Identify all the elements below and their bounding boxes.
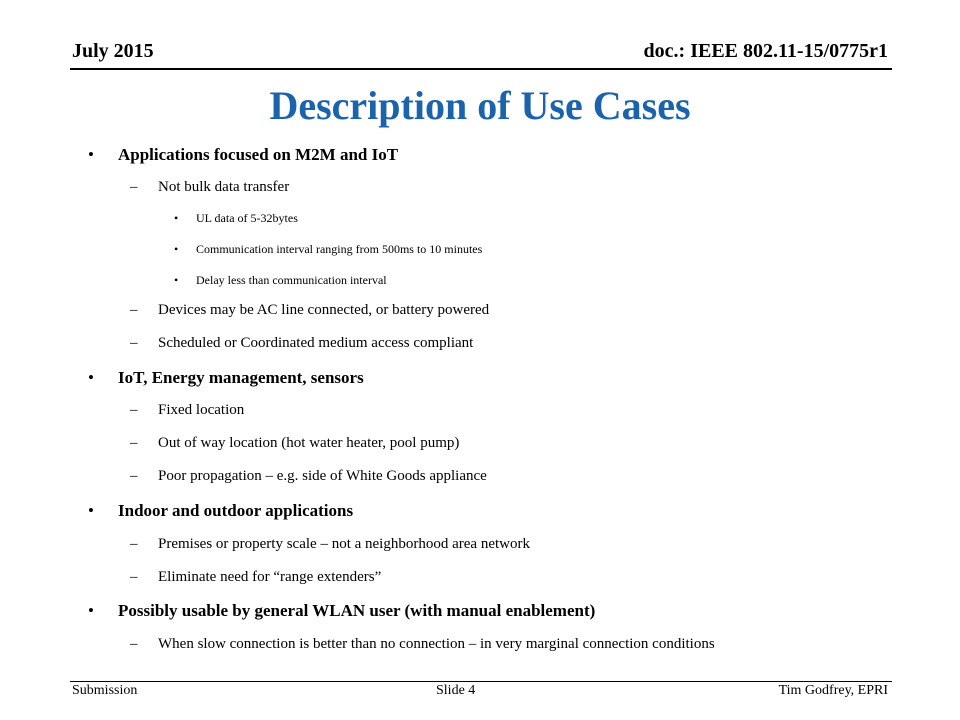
bullet-text: Communication interval ranging from 500ms to 10 minutes — [196, 242, 483, 256]
bullet-item — [130, 435, 460, 452]
bullet-marker: – — [130, 569, 138, 585]
bullet-item — [174, 242, 483, 257]
bullet-text: Scheduled or Coordinated medium access compliant — [158, 335, 474, 351]
bullet-marker: – — [130, 179, 138, 195]
bullet-text: Devices may be AC line connected, or battery powered — [158, 302, 490, 318]
bullet-text: Poor propagation – e.g. side of White Goods appliance — [158, 468, 487, 484]
slide-title: Description of Use Cases — [269, 83, 691, 128]
bullet-text: Possibly usable by general WLAN user (with manual enablement) — [118, 601, 596, 620]
bullet-item — [88, 601, 596, 621]
header-date: July 2015 — [72, 40, 154, 62]
bullet-marker: – — [130, 536, 138, 552]
bullet-marker: • — [174, 211, 179, 225]
header-divider — [70, 68, 892, 70]
bullet-item — [130, 402, 245, 419]
bullet-item — [130, 179, 290, 196]
bullet-item — [88, 368, 364, 388]
bullet-text: When slow connection is better than no connection – in very marginal connection conditions — [158, 636, 715, 652]
bullet-marker: – — [130, 435, 138, 451]
bullet-text: Applications focused on M2M and IoT — [118, 145, 399, 164]
bullet-item — [88, 145, 399, 165]
bullet-item — [88, 501, 354, 521]
bullet-marker: – — [130, 468, 138, 484]
footer-divider — [70, 681, 892, 682]
footer-slide-number: Slide 4 — [436, 683, 476, 698]
bullet-item — [130, 468, 487, 485]
bullet-marker: • — [88, 368, 94, 387]
bullet-item — [130, 335, 474, 352]
bullet-marker: – — [130, 636, 138, 652]
bullet-text: Indoor and outdoor applications — [118, 501, 354, 520]
bullet-item — [130, 302, 490, 319]
bullet-item — [174, 273, 387, 288]
bullet-text: Eliminate need for “range extenders” — [158, 569, 382, 585]
header-doc-id: doc.: IEEE 802.11-15/0775r1 — [643, 40, 888, 62]
bullet-text: UL data of 5-32bytes — [196, 211, 298, 225]
bullet-item — [130, 636, 715, 653]
footer-author: Tim Godfrey, EPRI — [778, 683, 888, 698]
bullet-marker: • — [174, 273, 179, 287]
bullet-marker: – — [130, 335, 138, 351]
bullet-marker: • — [174, 242, 179, 256]
bullet-marker: • — [88, 601, 94, 620]
bullet-marker: • — [88, 145, 94, 164]
bullet-item — [174, 211, 298, 226]
bullet-text: Fixed location — [158, 402, 245, 418]
bullet-text: Delay less than communication interval — [196, 273, 387, 287]
bullet-text: Not bulk data transfer — [158, 179, 290, 195]
footer-submission: Submission — [72, 683, 138, 698]
bullet-item — [130, 536, 530, 553]
bullet-marker: – — [130, 302, 138, 318]
bullet-marker: – — [130, 402, 138, 418]
bullet-marker: • — [88, 501, 94, 520]
bullet-item — [130, 569, 382, 586]
bullet-text: Premises or property scale – not a neighborhood area network — [158, 536, 530, 552]
bullet-text: Out of way location (hot water heater, pool pump) — [158, 435, 460, 451]
bullet-text: IoT, Energy management, sensors — [118, 368, 364, 387]
